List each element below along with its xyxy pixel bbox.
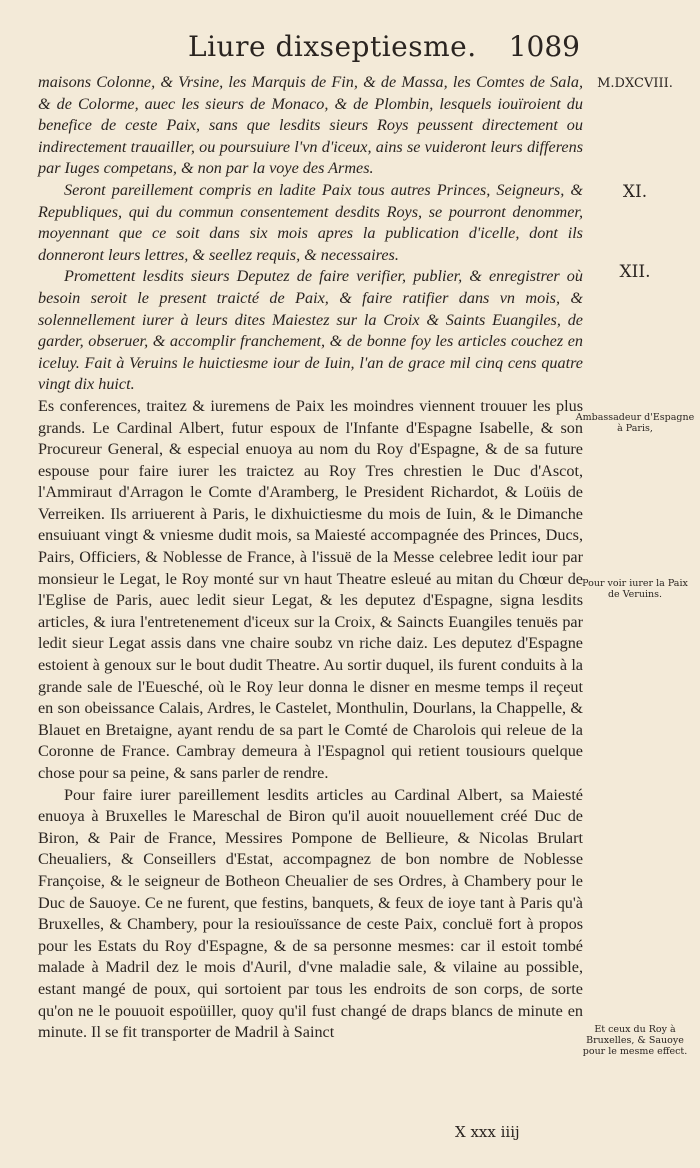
- signature-mark: X xxx iiij: [455, 1123, 520, 1141]
- margin-note-brussels: Et ceux du Roy à Bruxelles, & Sauoye pour le mesme effect.: [582, 1024, 688, 1057]
- margin-year: M.DXCVIII.: [597, 76, 673, 91]
- main-text: [38, 72, 583, 1044]
- margin-note-ambassador: Ambassadeur d'Espagne à Paris,: [575, 412, 695, 434]
- running-title: Liure dixseptiesme.: [188, 30, 477, 63]
- paragraph-3: Promettent lesdits sieurs Deputez de faire verifier, publier, & enregistrer où besoin seroit le present traicté de Paix, & faire ratifier dans vn mois, & solennellement iurer à leurs dites Maiestez sur la Croix & Saints Euangiles, de garder, obseruer, & accomplir franchement, & de bonne foy les articles couchez en iceluy. Fait à Veruins le huictiesme iour de Iuin, l'an de grace mil cinq cens quatre vingt dix huict.: [38, 267, 583, 394]
- page-number: 1089: [508, 30, 580, 63]
- paragraph-5: Pour faire iurer pareillement lesdits articles au Cardinal Albert, sa Maiesté enuoya à Bruxelles le Mareschal de Biron qu'il auoit nouuellement créé Duc de Biron, & Pair de France, Messires Pompone de Bellieure, & Nicolas Brulart Cheualiers, & Conseillers d'Estat, accompagnez de bon nombre de Noblesse Françoise, & le seigneur de Botheon Cheualier de ses Ordres, à Chambery pour le Duc de Sauoye. Ce ne furent, que festins, banquets, & feux de ioye tant à Paris qu'à Bruxelles, & Chambery, pour la resiouïssance de ceste Paix, concluë fort à propos pour les Estats du Roy d'Espagne, & de sa personne mesmes: car il estoit tombé malade à Madril dez le mois d'Auril, d'vne maladie sale, & vilaine au possible, estant mangé de poux, qui sortoient par tous les endroits de son corps, de sorte qu'on ne le pouuoit espoüiller, quoy qu'il fust changé de draps blancs de minute en minute. Il se fit transporter de Madril à Sainct: [38, 785, 583, 1042]
- margin-article-12: XII.: [619, 262, 651, 282]
- margin-note-oath: Pour voir iurer la Paix de Veruins.: [582, 578, 688, 600]
- paragraph-1: maisons Colonne, & Vrsine, les Marquis de Fin, & de Massa, les Comtes de Sala, & de Colorme, auec les sieurs de Monaco, & de Plombin, lesquels iouïroient du benefice de ceste Paix, sans que lesdits sieurs Roys peussent directement ou indirectement trauailler, ou poursuiure l'vn d'iceux, ains se vuideront leurs differens par Iuges competans, & non par la voye des Armes.: [38, 73, 583, 178]
- paragraph-4: Es conferences, traitez & iuremens de Paix les moindres viennent trouuer les plus grands. Le Cardinal Albert, futur espoux de l'Infante d'Espagne Isabelle, & son Procureur General, & especial enuoya au nom du Roy d'Espagne, & de sa future espouse pour faire iurer les traictez au Roy Tres chrestien le Duc d'Ascot, l'Ammiraut d'Arragon le Comte d'Aramberg, le President Richardot, & Loüis de Verreiken. Ils arriuerent à Paris, le dixhuictiesme du mois de Iuin, & le Dimanche ensuiuant vingt & vniesme dudit mois, sa Maiesté accompagnée des Princes, Ducs, Pairs, Officiers, & Noblesse de France, à l'issuë de la Messe celebree ledit iour par monsieur le Legat, le Roy monté sur vn haut Theatre esleué au mitan du Chœur de l'Eglise de Paris, auec ledit sieur Legat, & les deputez d'Espagne, signa lesdits articles, & iura l'entretenement d'iceux sur la Croix, & Saincts Euangiles tenuës par ledit sieur Legat assis dans vne chaire soubz vn riche daiz. Les deputez d'Espagne estoient à genoux sur le bout dudit Theatre. Au sortir duquel, ils furent conduits à la grande sale de l'Euesché, où le Roy leur donna le disner en mesme temps il reçeut en son obeissance Calais, Ardres, le Castelet, Monthulin, Dourlans, la Chappelle, & Blauet en Bretaigne, ayant rendu de sa part le Comté de Charolois qui releue de la Coronne de France. Cambray demeura à l'Espagnol qui retient tousiours quelque chose pour sa peine, & sans parler de rendre.: [38, 396, 583, 782]
- margin-article-11: XI.: [622, 182, 648, 202]
- page-header: [60, 30, 580, 70]
- paragraph-2: Seront pareillement compris en ladite Paix tous autres Princes, Seigneurs, & Republiques, qui du commun consentement desdits Roys, se pourront denommer, moyennant que ce soit dans six mois apres la publication d'icelle, dont ils donneront leurs lettres, & seellez requis, & necessaires.: [38, 180, 583, 264]
